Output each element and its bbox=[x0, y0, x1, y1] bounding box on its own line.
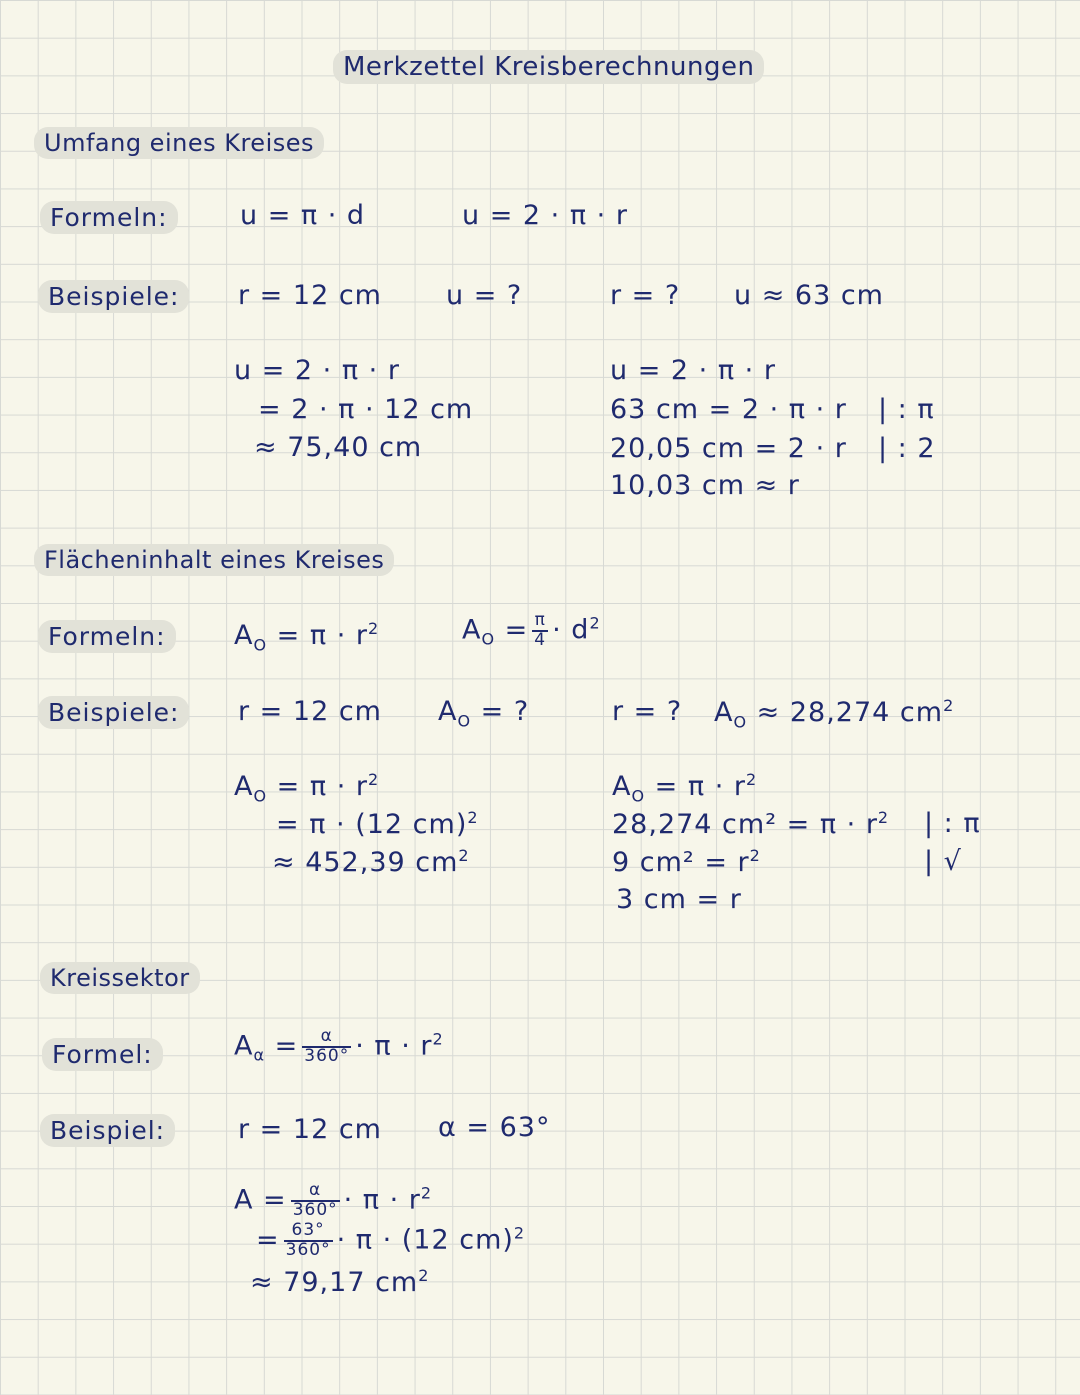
beispiele-label: Beispiele: bbox=[38, 696, 189, 729]
umfang-formula-d: u = π · d bbox=[240, 200, 366, 231]
formel-label: Formel: bbox=[42, 1038, 163, 1071]
sektor-ex-line3: ≈ 79,17 $cm^2$ bbox=[250, 1266, 430, 1298]
umfang-ex1-line3: ≈ 75,40 cm bbox=[254, 432, 423, 463]
umfang-formula-r: u = 2 · π · r bbox=[462, 200, 628, 231]
flaeche-ex1-line2: = π · (12 cm)$^2$ bbox=[276, 808, 479, 840]
flaeche-ex1-given: r = 12 cm bbox=[238, 696, 382, 727]
umfang-ex1-find: u = ? bbox=[446, 280, 523, 311]
sektor-ex-alpha: α = 63° bbox=[438, 1112, 551, 1143]
sektor-ex-given: r = 12 cm bbox=[238, 1114, 382, 1145]
flaeche-ex2-line1: $A_O = \pi \cdot r^2$ bbox=[612, 770, 758, 806]
flaeche-ex1-find: $A_O$ = ? bbox=[438, 696, 530, 731]
flaeche-ex2-given: $A_O \approx 28,274$ $cm^2$ bbox=[714, 696, 955, 732]
umfang-ex2-op2: | : π bbox=[878, 394, 935, 425]
section-heading-sektor: Kreissektor bbox=[40, 962, 200, 994]
page-title: Merkzettel Kreisberechnungen bbox=[333, 50, 764, 84]
umfang-ex2-find: r = ? bbox=[610, 280, 681, 311]
flaeche-ex1-line1: $A_O = \pi \cdot r^2$ bbox=[234, 770, 380, 806]
formeln-label: Formeln: bbox=[38, 620, 176, 653]
umfang-ex2-line3: 20,05 cm = 2 · r bbox=[610, 433, 847, 464]
sektor-ex-line1: A = $\frac{\alpha}{360^\circ}$ · $\pi \cdot r^2$ bbox=[234, 1180, 433, 1220]
umfang-ex2-op3: | : 2 bbox=[878, 433, 936, 464]
section-heading-flaeche: Flächeninhalt eines Kreises bbox=[34, 544, 394, 576]
formeln-label: Formeln: bbox=[40, 201, 178, 234]
beispiel-label: Beispiel: bbox=[40, 1114, 175, 1147]
sektor-ex-line2: = $\frac{63^\circ}{360^\circ}$ · π · (12 cm)$^2$ bbox=[256, 1220, 526, 1260]
flaeche-ex2-find: r = ? bbox=[612, 696, 683, 727]
flaeche-ex2-line4: 3 cm = r bbox=[616, 884, 742, 915]
umfang-ex2-given: u ≈ 63 cm bbox=[734, 280, 884, 311]
umfang-ex1-line1: u = 2 · π · r bbox=[234, 355, 400, 386]
umfang-ex2-line1: u = 2 · π · r bbox=[610, 355, 776, 386]
section-heading-umfang: Umfang eines Kreises bbox=[34, 127, 324, 159]
umfang-ex2-line2: 63 cm = 2 · π · r bbox=[610, 394, 847, 425]
flaeche-ex2-op3: | √ bbox=[924, 846, 962, 877]
flaeche-formula-r: $A_O = \pi \cdot r^2$ bbox=[234, 619, 380, 655]
flaeche-ex2-line2: 28,274 $cm^2 = \pi \cdot r^2$ bbox=[612, 808, 890, 840]
umfang-ex1-given: r = 12 cm bbox=[238, 280, 382, 311]
umfang-ex1-line2: = 2 · π · 12 cm bbox=[258, 394, 474, 425]
flaeche-formula-d: $A_O$ = $\frac{\pi}{4}$ · $d^2$ bbox=[462, 610, 601, 650]
sektor-formula: $A_\alpha$ = $\frac{\alpha}{360^\circ}$ · $\pi \cdot r^2$ bbox=[234, 1026, 444, 1066]
umfang-ex2-line4: 10,03 cm ≈ r bbox=[610, 470, 800, 501]
flaeche-ex2-line3: 9 $cm^2 = r^2$ bbox=[612, 846, 761, 878]
flaeche-ex2-op2: | : π bbox=[924, 808, 981, 839]
flaeche-ex1-line3: ≈ 452,39 $cm^2$ bbox=[272, 846, 470, 878]
beispiele-label: Beispiele: bbox=[38, 280, 189, 313]
